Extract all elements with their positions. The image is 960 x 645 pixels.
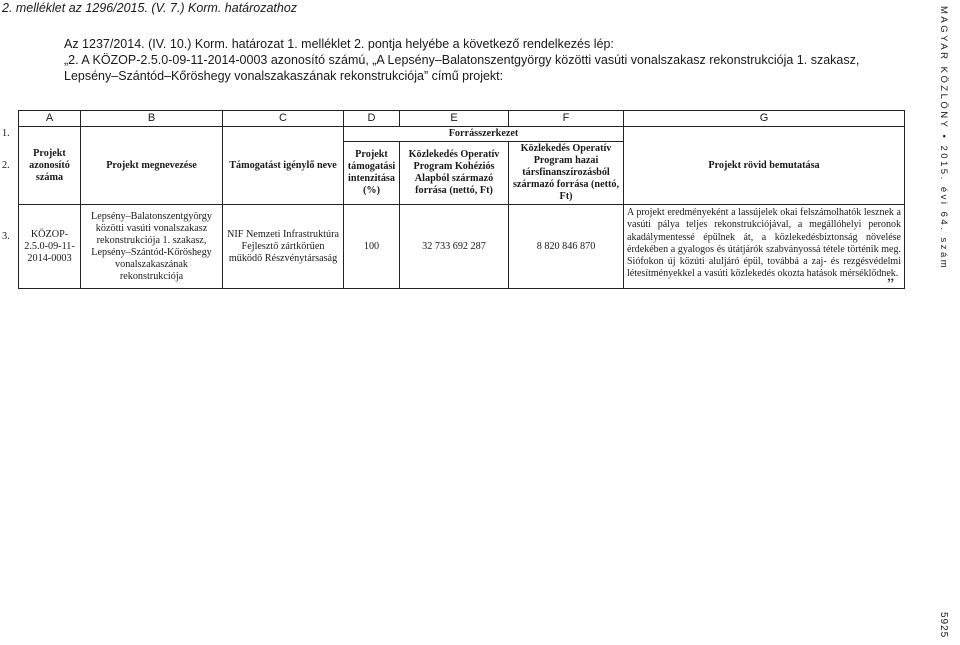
header-project-name: Projekt megnevezése — [81, 126, 223, 204]
intro-line-1: Az 1237/2014. (IV. 10.) Korm. határozat 1. melléklet 2. pontja helyébe a következő rendelkezés lép: — [64, 37, 614, 51]
header-national-cofinancing: Közlekedés Operatív Program hazai társfinanszírozásból származó forrása (nettó, Ft) — [509, 142, 624, 205]
column-letter-e: E — [400, 111, 509, 127]
header-funding-structure: Forrásszerkezet — [344, 126, 624, 141]
column-letter-row — [19, 111, 905, 127]
table-row — [19, 205, 905, 289]
gazette-sidebar — [938, 6, 952, 638]
column-letter-a: A — [19, 111, 81, 127]
column-letter-g: G — [624, 111, 905, 127]
cell-cohesion-fund: 32 733 692 287 — [400, 205, 509, 289]
header-applicant: Támogatást igénylő neve — [223, 126, 344, 204]
annex-title: 2. melléklet az 1296/2015. (V. 7.) Korm. határozathoz — [2, 1, 298, 15]
intro-line-2: „2. A KÖZOP-2.5.0-09-11-2014-0003 azonosító számú, „A Lepsény–Balatonszentgyörgy közötti vasúti vonalszakasz rekonstrukciója 1. szakasz, — [64, 53, 860, 67]
column-letter-f: F — [509, 111, 624, 127]
row-number-3: 3. — [2, 231, 10, 242]
header-aid-intensity: Projekt támogatási intenzitása (%) — [344, 142, 400, 205]
header-row-1 — [19, 126, 905, 141]
header-project-id: Projekt azonosító száma — [19, 126, 81, 204]
cell-project-id: KÖZOP-2.5.0-09-11-2014-0003 — [19, 205, 81, 289]
row-number-2: 2. — [2, 160, 10, 171]
cell-national-cofinancing: 8 820 846 870 — [509, 205, 624, 289]
header-cohesion-fund: Közlekedés Operatív Program Kohéziós Alapból származó forrása (nettó, Ft) — [400, 142, 509, 205]
page-number: 5925 — [938, 611, 949, 638]
row-number-1: 1. — [2, 128, 10, 139]
cell-aid-intensity: 100 — [344, 205, 400, 289]
column-letter-c: C — [223, 111, 344, 127]
column-letter-b: B — [81, 111, 223, 127]
closing-quote: ” — [887, 276, 895, 293]
column-letter-d: D — [344, 111, 400, 127]
project-table — [18, 110, 905, 289]
cell-project-name: Lepsény–Balatonszentgyörgy közötti vasúti vonalszakasz rekonstrukciója 1. szakasz, Lepsény–Szántód-Kőröshegy vonalszakaszának rekonstrukciója — [81, 205, 223, 289]
header-short-description: Projekt rövid bemutatása — [624, 126, 905, 204]
cell-applicant: NIF Nemzeti Infrastruktúra Fejlesztő zártkörűen működő Részvénytársaság — [223, 205, 344, 289]
cell-short-description: A projekt eredményeként a lassújelek okai felszámolhatók lesznek a vasúti pálya teljes rekonstrukciójával, a megállóhelyi peronok akadálymentessé épülnek át, a közlekedésbiztonság növelése érdekében a gyalogos és útátjárók szabványossá tétele történik meg. Siófokon új közúti aluljáró épül, továbbá a zaj- és rezgésvédelmi létesítményekkel a vasúti közlekedés okozta hatások mérséklődnek. — [624, 205, 905, 289]
gazette-title: MAGYAR KÖZLÖNY • 2015. évi 64. szám — [938, 6, 949, 271]
intro-line-3: Lepsény–Szántód–Kőröshegy vonalszakaszának rekonstrukciója” című projekt: — [64, 69, 504, 83]
